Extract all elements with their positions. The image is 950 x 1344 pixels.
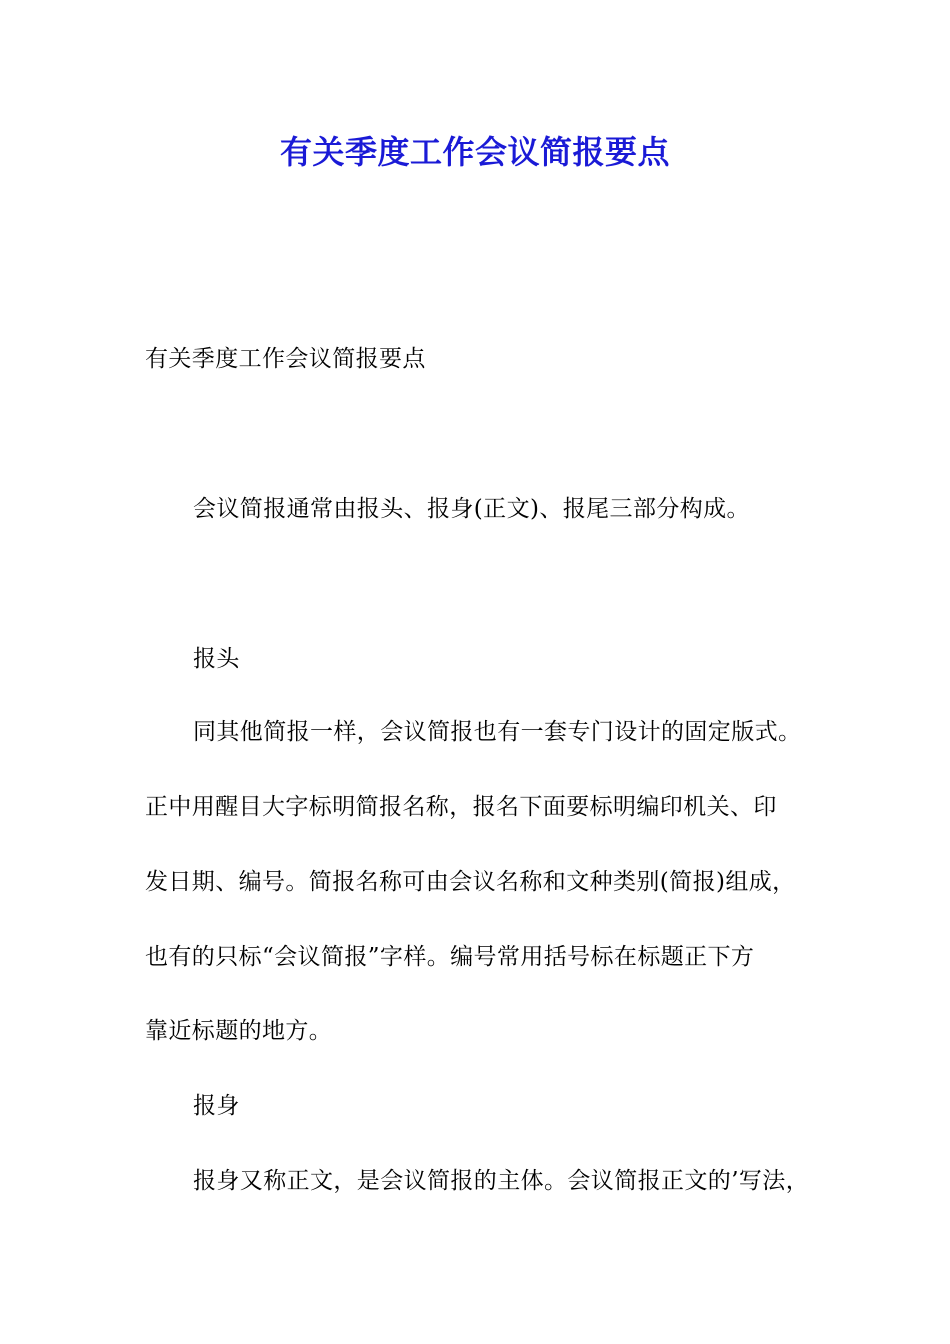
paragraph-line: 也有的只标“会议简报”字样。编号常用括号标在标题正下方: [145, 944, 755, 970]
paragraph-line: 靠近标题的地方。: [145, 1018, 333, 1044]
document-title: 有关季度工作会议简报要点: [279, 133, 670, 171]
section-heading-baoshen: 报身: [193, 1093, 240, 1119]
document-subtitle: 有关季度工作会议简报要点: [145, 346, 426, 372]
paragraph-line: 同其他简报一样，会议简报也有一套专门设计的固定版式。: [193, 719, 802, 745]
paragraph-line: 发日期、编号。简报名称可由会议名称和文种类别(简报)组成，: [145, 869, 796, 895]
paragraph-line: 正中用醒目大字标明简报名称，报名下面要标明编印机关、印: [145, 794, 777, 820]
paragraph-line: 报身又称正文，是会议简报的主体。会议简报正文的’写法，: [193, 1168, 810, 1194]
section-heading-baotou: 报头: [193, 646, 240, 672]
paragraph-intro: 会议简报通常由报头、报身(正文)、报尾三部分构成。: [193, 496, 750, 522]
